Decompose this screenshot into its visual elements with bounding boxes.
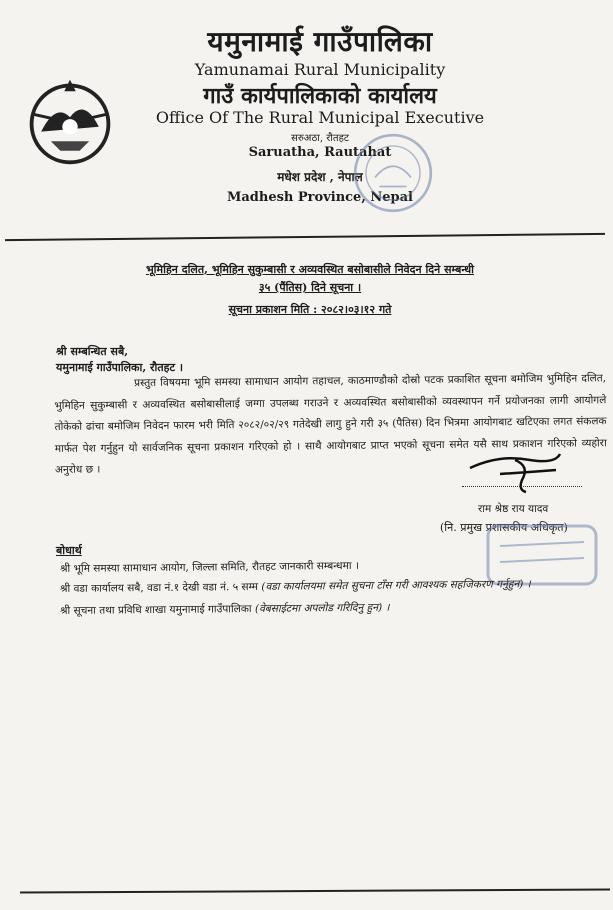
signature-line bbox=[462, 486, 582, 487]
addressee-line-2: यमुनामाई गाउँपालिका, रौतहट । bbox=[56, 361, 184, 374]
signatory-name: राम श्रेष्ठ राय यादव bbox=[478, 503, 549, 515]
cc-line-3-text: श्री सूचना तथा प्रविधि शाखा यमुनामाई गाउँपालिका bbox=[60, 602, 256, 617]
municipality-name-np: यमुनामाई गाउँपालिका bbox=[207, 25, 433, 58]
cc-heading: बोधार्थ bbox=[56, 544, 82, 557]
footer-divider bbox=[20, 888, 610, 893]
publication-date: सूचना प्रकाशन मिति : २०८२।०३।१२ गते bbox=[228, 303, 392, 316]
handwritten-signature bbox=[460, 446, 580, 496]
cc-line-3 bbox=[60, 598, 608, 618]
place-np: सरुअठा, रौतहट bbox=[291, 133, 349, 144]
cc-line-1: श्री भूमि समस्या सामाधान आयोग, जिल्ला समिति, रौतहट जानकारी सम्बन्धमा । bbox=[60, 559, 359, 575]
nepal-emblem-logo bbox=[22, 74, 118, 170]
addressee-line-1: श्री सम्बन्धित सबै, bbox=[56, 345, 129, 358]
province-np: मधेश प्रदेश , नेपाल bbox=[277, 170, 363, 184]
office-name-en: Office Of The Rural Municipal Executive bbox=[155, 108, 485, 127]
province-en: Madhesh Province, Nepal bbox=[226, 190, 413, 205]
signatory-title: (नि. प्रमुख प्रशासकीय अधिकृत) bbox=[440, 521, 568, 534]
notice-subtitle: ३५ (पैंतिस) दिने सूचना । bbox=[258, 281, 362, 294]
cc-line-2-note: (वडा कार्यालयमा समेत सुचना टाँस गरी आवश्यक सहजिकरण गर्नुहुन) । bbox=[261, 578, 531, 593]
place-en: Saruatha, Rautahat bbox=[248, 145, 392, 160]
cc-line-2 bbox=[60, 576, 608, 596]
office-stamp-top bbox=[348, 128, 438, 218]
office-name-np: गाउँ कार्यपालिकाको कार्यालय bbox=[203, 83, 437, 109]
notice-body-text: प्रस्तुत विषयमा भूमि समस्या सामाधान आयोग तहाचल, काठमाण्डौको दोस्रो पटक प्रकाशित सूचना बमोजिम भुमिहिन दलित, भुमिहिन सुकुम्बासी र अव्यवस्थित बसोबासीलाई जग्गा उपलब्ध गराउने र अव्यवस्थित बसोबासीको व्यवस्थापन गर्ने प्रयोजनका लागी आयोगले तोकेको ढांचा बमोजिम निवेदन फारम भरी मिति २०८२/०२/२९ गतेदेखी लागु हुने गरी ३५ (पैतिस) दिन भित्रमा आयोगबाट खटिएका लगत संकलक मार्फत पेश गर्नुहुन यो सार्वजनिक सूचना प्रकाशन गरिएको हो । साथै आयोगबाट प्राप्त भएको सूचना समेत यसै साथ प्रकाशन गरिएको व्यहोरा अनुरोध छ । bbox=[54, 372, 607, 476]
cc-line-2-text: श्री वडा कार्यालय सबै, वडा नं.१ देखी वडा नं. ५ सम्म bbox=[60, 580, 262, 595]
cc-line-3-note: (वेबसाईटमा अपलोड गरिदिनु हुन) । bbox=[254, 601, 390, 615]
municipality-name-en: Yamunamai Rural Municipality bbox=[194, 60, 446, 79]
notice-title: भूमिहिन दलित, भूमिहिन सुकुम्बासी र अव्यवस्थित बसोबासीले निवेदन दिने सम्बन्धी bbox=[145, 263, 475, 276]
header-divider bbox=[5, 233, 605, 241]
